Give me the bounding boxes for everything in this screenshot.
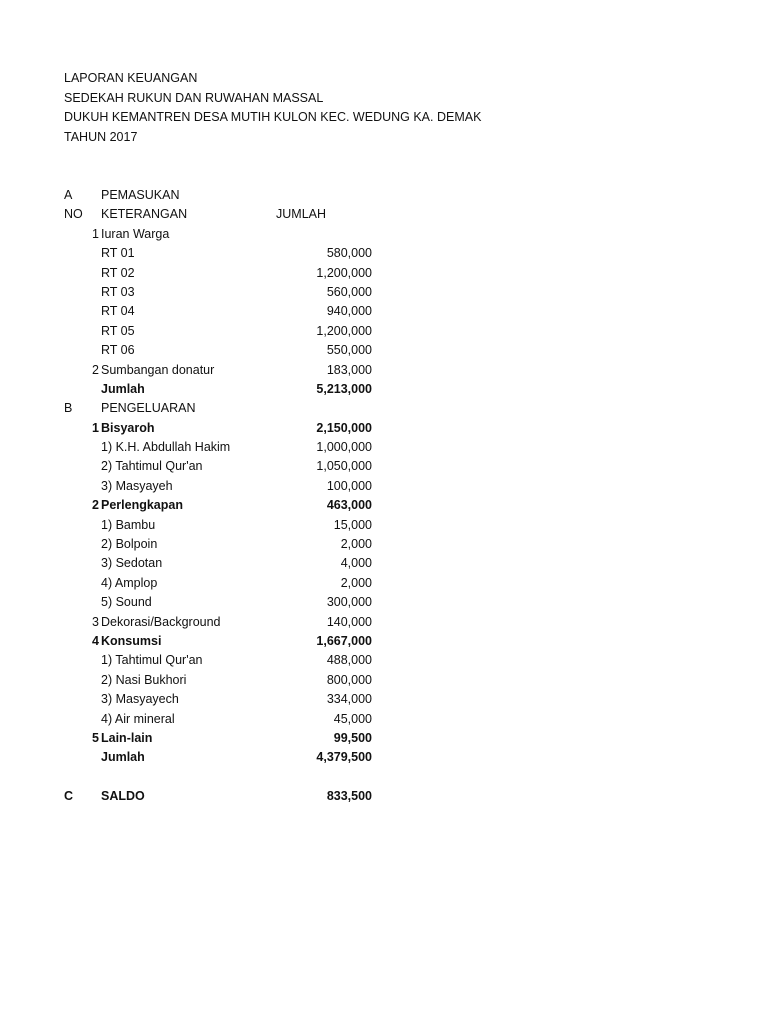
pengeluaran-row-number: 1 [92,420,99,435]
pengeluaran-row-label: 5) Sound [101,595,152,610]
pengeluaran-row-value: 2,150,000 [316,420,372,435]
pengeluaran-row [0,671,768,690]
pengeluaran-row [0,574,768,593]
pengeluaran-row [0,496,768,515]
pengeluaran-row [0,516,768,535]
pemasukan-row [0,225,768,244]
pengeluaran-row-label: 2) Bolpoin [101,537,158,552]
pengeluaran-row [0,710,768,729]
pengeluaran-row-label: Lain-lain [101,730,153,745]
section-b-code: B [64,401,73,416]
pengeluaran-row [0,554,768,573]
pengeluaran-row-value: 1,000,000 [316,440,372,455]
report-header [64,69,704,147]
report-location: DUKUH KEMANTREN DESA MUTIH KULON KEC. WEDUNG KA. DEMAK [64,110,482,124]
pemasukan-row [0,244,768,263]
pemasukan-row-value: 550,000 [326,343,372,358]
pemasukan-row-value: 1,200,000 [316,265,372,280]
pemasukan-rows [0,225,768,380]
pengeluaran-row-value: 140,000 [326,614,372,629]
blank-row [0,768,768,787]
pengeluaran-row-value: 334,000 [326,692,372,707]
pemasukan-total-label: Jumlah [101,381,145,396]
pengeluaran-row [0,651,768,670]
pengeluaran-row-value: 463,000 [326,498,372,513]
pengeluaran-row [0,535,768,554]
pemasukan-row-value: 940,000 [326,304,372,319]
pengeluaran-row-label: 4) Amplop [101,575,158,590]
section-a-title: PEMASUKAN [101,188,180,202]
saldo-label: SALDO [101,789,145,804]
pengeluaran-row [0,593,768,612]
column-header-no: NO [64,207,83,222]
pemasukan-row-value: 560,000 [326,284,372,299]
pemasukan-row-label: Iuran Warga [101,226,170,241]
column-header-keterangan: KETERANGAN [101,207,188,222]
pemasukan-row-value: 1,200,000 [316,323,372,338]
pemasukan-total-row [0,380,768,399]
column-header-jumlah: JUMLAH [276,207,327,222]
pengeluaran-row-label: 3) Masyayeh [101,478,173,493]
pengeluaran-row-label: 2) Tahtimul Qur'an [101,459,203,474]
pengeluaran-row-value: 4,000 [340,556,372,571]
pengeluaran-row-number: 2 [92,498,99,513]
pengeluaran-row-value: 45,000 [333,711,372,726]
pengeluaran-row-label: 2) Nasi Bukhori [101,672,187,687]
report-year: TAHUN 2017 [64,129,138,144]
pemasukan-row-label: Sumbangan donatur [101,362,215,377]
pemasukan-row-number: 2 [92,362,99,377]
pemasukan-row-value: 580,000 [326,246,372,261]
pengeluaran-row-value: 100,000 [326,478,372,493]
pengeluaran-row-value: 2,000 [340,537,372,552]
pemasukan-row-value: 183,000 [326,362,372,377]
pemasukan-row [0,361,768,380]
pemasukan-row [0,302,768,321]
pengeluaran-row-value: 99,500 [333,730,372,745]
pemasukan-row [0,341,768,360]
pengeluaran-total-value: 4,379,500 [316,750,372,765]
pengeluaran-row-number: 4 [92,633,99,648]
pemasukan-row-label: RT 05 [101,323,135,338]
pengeluaran-row-label: Perlengkapan [101,498,183,513]
pengeluaran-row-label: Konsumsi [101,633,162,648]
pemasukan-row-label: RT 04 [101,304,135,319]
pengeluaran-row-label: 1) Bambu [101,517,156,532]
pengeluaran-row-value: 1,667,000 [316,633,372,648]
pemasukan-row-label: RT 06 [101,343,135,358]
pengeluaran-row-value: 488,000 [326,653,372,668]
section-a-header-row [0,186,768,205]
pengeluaran-rows [0,419,768,749]
pengeluaran-row-label: Dekorasi/Background [101,614,221,629]
pengeluaran-row-number: 5 [92,730,99,745]
pemasukan-row [0,283,768,302]
pengeluaran-row-label: 3) Masyayech [101,692,179,707]
pemasukan-row [0,264,768,283]
pengeluaran-row-label: 4) Air mineral [101,711,175,726]
pemasukan-total-value: 5,213,000 [316,381,372,396]
pengeluaran-row-label: 1) K.H. Abdullah Hakim [101,440,231,455]
pengeluaran-row [0,457,768,476]
pengeluaran-row [0,632,768,651]
pengeluaran-row [0,690,768,709]
pemasukan-row-label: RT 01 [101,246,135,261]
pemasukan-row-number: 1 [92,226,99,241]
saldo-value: 833,500 [326,789,372,804]
pemasukan-row-label: RT 03 [101,284,135,299]
finance-table [0,186,768,807]
pengeluaran-row [0,438,768,457]
pengeluaran-row [0,477,768,496]
saldo-row [0,787,768,806]
section-b-header-row [0,399,768,418]
pengeluaran-total-row [0,748,768,767]
pemasukan-row-label: RT 02 [101,265,135,280]
pengeluaran-row-value: 300,000 [326,595,372,610]
pengeluaran-row-value: 2,000 [340,575,372,590]
pengeluaran-row-number: 3 [92,614,99,629]
pengeluaran-row [0,419,768,438]
pengeluaran-row-value: 1,050,000 [316,459,372,474]
section-b-title: PENGELUARAN [101,401,196,416]
column-header-row [0,205,768,224]
section-c-code: C [64,789,74,804]
pemasukan-row [0,322,768,341]
pengeluaran-row-label: 1) Tahtimul Qur'an [101,653,203,668]
pengeluaran-row-label: 3) Sedotan [101,556,163,571]
pengeluaran-row-value: 15,000 [333,517,372,532]
pengeluaran-row-value: 800,000 [326,672,372,687]
report-title: LAPORAN KEUANGAN [64,71,198,85]
pengeluaran-row-label: Bisyaroh [101,420,155,435]
pengeluaran-row [0,729,768,748]
pengeluaran-total-label: Jumlah [101,750,145,765]
section-a-code: A [64,188,73,202]
pengeluaran-row [0,613,768,632]
report-subtitle: SEDEKAH RUKUN DAN RUWAHAN MASSAL [64,90,324,105]
